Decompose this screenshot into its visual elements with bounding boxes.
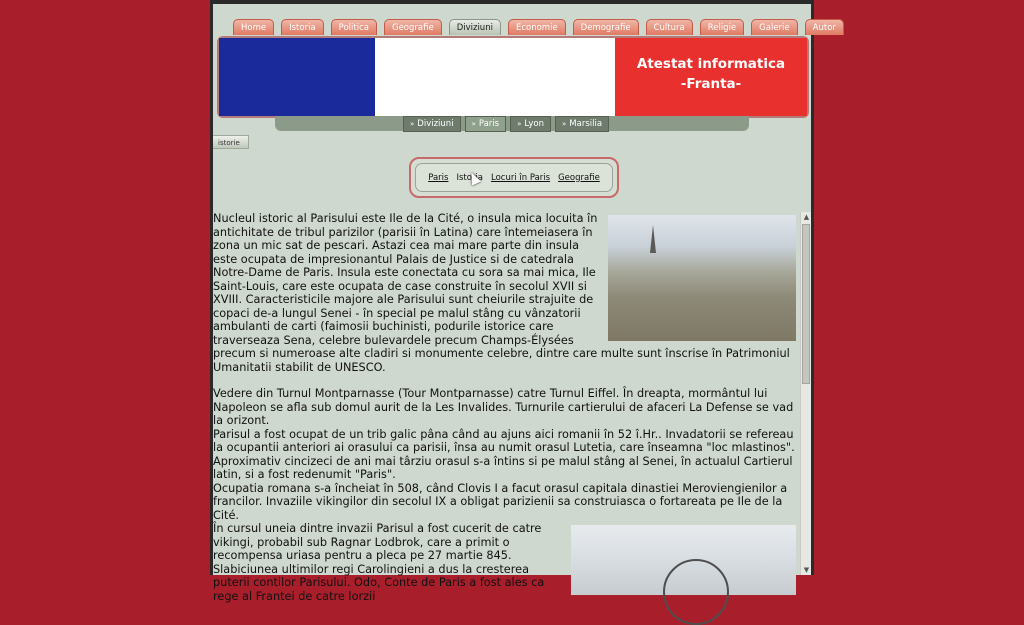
double-chevron-icon: » bbox=[517, 120, 522, 128]
tab-demografie[interactable]: Demografie bbox=[573, 19, 639, 35]
tab-geografie[interactable]: Geografie bbox=[384, 19, 442, 35]
paragraph: Vedere din Turnul Montparnasse (Tour Montparnasse) catre Turnul Eiffel. În dreapta, mormântul lui Napoleon se afla sub domul aurit de la Les Invalides. Turnurile cartierului de afaceri La Defense se vad la orizont. bbox=[213, 387, 794, 427]
scroll-thumb[interactable] bbox=[802, 224, 810, 384]
scroll-down-arrow-icon[interactable]: ▼ bbox=[803, 566, 810, 574]
flag-white-band bbox=[375, 38, 615, 116]
double-chevron-icon: » bbox=[410, 120, 415, 128]
subnav-item-diviziuni[interactable] bbox=[403, 116, 461, 132]
article-content bbox=[213, 212, 796, 603]
tab-istorie[interactable]: istorie bbox=[213, 135, 249, 149]
ferris-wheel-icon bbox=[663, 559, 729, 625]
page-body bbox=[213, 4, 836, 603]
double-chevron-icon: » bbox=[561, 120, 567, 128]
paris-eiffel-photo bbox=[608, 215, 796, 341]
content-scrollbar[interactable] bbox=[800, 212, 811, 575]
tab-istoria[interactable]: Istoria bbox=[281, 19, 324, 35]
paragraph: În cursul uneia dintre invazii Parisul a fost cucerit de catre vikingi, probabil sub Ragnar Lodbrok, care a primit o recompensa uriasa pentru a pleca pe 27 martie 845. Slabiciunea ultimilor regi Carolingieni a dus la cresterea puterii contilor Parisului. Odo, Conte de Paris a fost ales ca rege al Frantei de catre lorzii bbox=[213, 522, 545, 603]
site-subtitle: -Franta- bbox=[680, 76, 742, 92]
spacer bbox=[213, 374, 796, 387]
tab-autor[interactable]: Autor bbox=[805, 19, 844, 35]
link-istoria[interactable]: Istoria bbox=[456, 172, 483, 183]
site-title: Atestat informatica bbox=[636, 56, 786, 72]
tab-economie[interactable]: Economie bbox=[508, 19, 566, 35]
subnav-item-paris[interactable] bbox=[465, 116, 507, 132]
paragraph: Nucleul istoric al Parisului este Ile de la Cité, o insula mica locuita în antichitate de tribul parizilor (parisii în Latina) care întemeiasera în zona un mic sat de pescari. Astazi cea mai mare parte din insula este ocupata de impresionantul Palais de Justice si de catedrala Notre-Dame de Paris. Insula este conectata cu sora sa mai mica, Ile Saint-Louis, care este ocupata de case construite în secolul XVII si XVIII. Caracteristicile majore ale Parisului sunt cheiurile strajuite de copaci de-a lungul Senei - în special pe malul stâng cu vânzatorii ambulanti de carti (faimosii buchinisti, podurile istorice care traverseaza Sena, celebre bulevardele precum Champs-Élysées precum si numeroase alte cladiri si monumente celebre, dintre care multe sunt înscrise în Patrimoniul Umanitatii stabilit de UNESCO. bbox=[213, 212, 790, 374]
flag-blue-band bbox=[219, 38, 375, 116]
section-menu bbox=[409, 157, 619, 198]
subnav-label: Lyon bbox=[524, 119, 544, 129]
tab-cultura[interactable]: Cultura bbox=[646, 19, 693, 35]
tab-galerie[interactable]: Galerie bbox=[751, 19, 797, 35]
page-frame bbox=[210, 0, 836, 603]
subnav-label: Diviziuni bbox=[417, 119, 454, 129]
flag-red-band bbox=[615, 38, 807, 116]
eiffel-tower-icon bbox=[650, 225, 656, 253]
subnav-label: Paris bbox=[478, 119, 500, 129]
subnav-label: Marsilia bbox=[569, 119, 603, 129]
double-chevron-icon: » bbox=[471, 120, 476, 128]
link-geografie[interactable]: Geografie bbox=[558, 172, 600, 183]
scroll-up-arrow-icon[interactable]: ▲ bbox=[803, 213, 810, 221]
main-nav bbox=[233, 19, 844, 37]
paragraph: Ocupatia romana s-a încheiat în 508, când Clovis I a facut orasul capitala dinastiei Meroviengienilor a francilor. Invaziile vikingilor din secolul IX a obligat parizienii sa construiasca o fortareata pe Ile de la Cité. bbox=[213, 481, 788, 522]
tab-diviziuni[interactable]: Diviziuni bbox=[449, 19, 501, 35]
tab-politica[interactable]: Politica bbox=[331, 19, 377, 35]
header-banner bbox=[217, 36, 809, 118]
sub-nav bbox=[275, 116, 749, 131]
link-locuri-in-paris[interactable]: Locuri în Paris bbox=[491, 172, 551, 183]
ferris-wheel-photo bbox=[571, 525, 796, 595]
tab-religie[interactable]: Religie bbox=[700, 19, 744, 35]
subnav-item-lyon[interactable] bbox=[510, 116, 551, 132]
subnav-item-marsilia[interactable] bbox=[555, 116, 609, 132]
tab-home[interactable]: Home bbox=[233, 19, 274, 35]
paragraph: Parisul a fost ocupat de un trib galic pâna când au ajuns aici romanii în 52 î.Hr.. Invadatorii se refereau la ocupantii anteriori ai orasului ca parisii, însa au numit orasul Lutetia, care înseamna "loc mlastinos". Aproximativ cincizeci de ani mai târziu orasul s-a întins si pe malul stâng al Senei, în actualul Cartierul latin, si a fost redenumit "Paris". bbox=[213, 427, 795, 481]
link-paris[interactable]: Paris bbox=[428, 172, 449, 183]
